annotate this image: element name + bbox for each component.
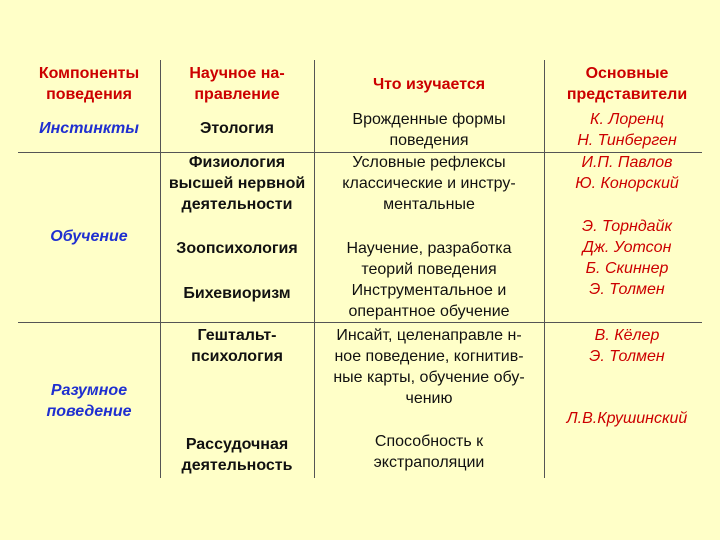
studies-theories: Научение, разработка теорий поведения bbox=[346, 240, 512, 278]
representatives-rational: Л.В.Крушинский bbox=[566, 410, 688, 427]
component-instincts: Инстинкты bbox=[39, 120, 139, 137]
representatives-physiology: И.П. Павлов Ю. Конорский bbox=[575, 154, 679, 192]
studies-operant: Инструментальное и оперантное обучение bbox=[348, 282, 510, 320]
component-reasoning: Разумное поведение bbox=[46, 382, 132, 420]
direction-behaviorism: Бихевиоризм bbox=[183, 285, 291, 302]
direction-ethology: Этология bbox=[200, 120, 274, 137]
header-components: Компоненты поведения bbox=[38, 65, 140, 103]
direction-gestalt: Гештальт- психология bbox=[191, 327, 283, 365]
header-direction: Научное на- правление bbox=[189, 65, 285, 103]
header-studies: Что изучается bbox=[372, 76, 486, 93]
studies-extrapolation: Способность к экстраполяции bbox=[373, 433, 485, 471]
direction-zoopsychology: Зоопсихология bbox=[176, 240, 298, 257]
representatives-behaviorism: Э. Торндайк Дж. Уотсон Б. Скиннер Э. Толмен bbox=[581, 218, 673, 298]
studies-insight: Инсайт, целенаправле н- ное поведение, когнитив- ные карты, обучение обу- чению bbox=[333, 327, 525, 407]
representatives-ethology: К. Лоренц Н. Тинберген bbox=[577, 111, 677, 149]
studies-reflexes: Условные рефлексы классические и инстру- ментальные bbox=[342, 154, 516, 213]
direction-rational: Рассудочная деятельность bbox=[181, 436, 293, 474]
header-representatives: Основные представители bbox=[566, 65, 688, 103]
direction-physiology: Физиология высшей нервной деятельности bbox=[168, 154, 306, 213]
component-learning: Обучение bbox=[50, 228, 128, 245]
representatives-gestalt: В. Кёлер Э. Толмен bbox=[589, 327, 665, 365]
studies-innate: Врожденные формы поведения bbox=[352, 111, 506, 149]
row-divider-2 bbox=[18, 322, 702, 323]
